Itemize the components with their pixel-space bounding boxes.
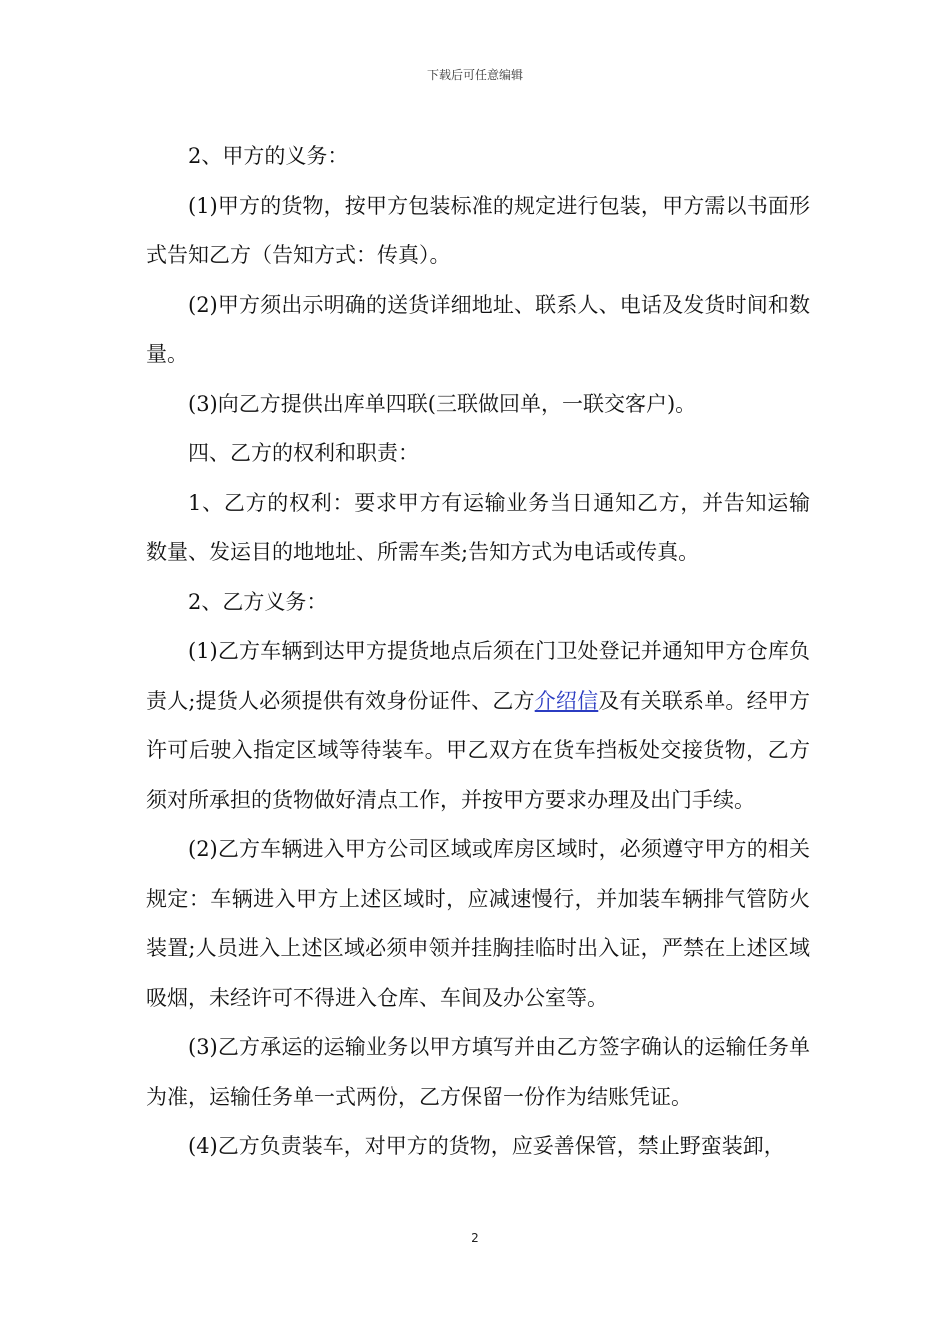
paragraph-party-b-obligation-4: (4)乙方负责装车，对甲方的货物，应妥善保管，禁止野蛮装卸， [188,1134,785,1158]
section-heading-party-b-rights: 四、乙方的权利和职责： [188,441,419,465]
paragraph-party-b-rights: 1、乙方的权利：要求甲方有运输业务当日通知乙方，并告知运输数量、发运目的地地址、所需车类;告知方式为电话或传真。 [146,490,810,564]
paragraph-party-b-obligations-heading: 2、乙方义务： [188,589,328,614]
paragraph-text: (1)乙方车辆到达甲方提货地点后须在门卫处登记并通知甲方仓库负责人;提货人必须提供有效身份证件、乙方 [146,639,810,713]
page-number: 2 [471,1231,479,1245]
paragraph-party-a-obligation-3: (3)向乙方提供出库单四联(三联做回单，一联交客户)。 [188,391,697,416]
paragraph-party-b-obligation-1 [146,627,810,825]
paragraph-party-a-obligation-2: (2)甲方须出示明确的送货详细地址、联系人、电话及发货时间和数量。 [146,292,810,366]
document-body [146,132,810,1172]
paragraph-party-b-obligation-3: (3)乙方承运的运输业务以甲方填写并由乙方签字确认的运输任务单为准，运输任务单一式两份，乙方保留一份作为结账凭证。 [146,1035,810,1109]
paragraph-party-a-obligation-1: (1)甲方的货物，按甲方包装标准的规定进行包装，甲方需以书面形式告知乙方（告知方式：传真）。 [146,193,810,267]
paragraph-party-b-obligation-2: (2)乙方车辆进入甲方公司区域或库房区域时，必须遵守甲方的相关规定：车辆进入甲方上述区域时，应减速慢行，并加装车辆排气管防火装置;人员进入上述区域必须申领并挂胸挂临时出入证，严禁在上述区域吸烟，未经许可不得进入仓库、车间及办公室等。 [146,837,810,1010]
introduction-letter-link[interactable]: 介绍信 [534,688,599,713]
page-header: 下载后可任意编辑 [426,68,523,82]
paragraph-text: 及有关联系单。经甲方许可后驶入指定区域等待装车。甲乙双方在货车挡板处交接货物，乙方须对所承担的货物做好清点工作，并按甲方要求办理及出门手续。 [146,688,810,812]
paragraph-party-a-obligations-heading: 2、甲方的义务： [188,144,349,168]
